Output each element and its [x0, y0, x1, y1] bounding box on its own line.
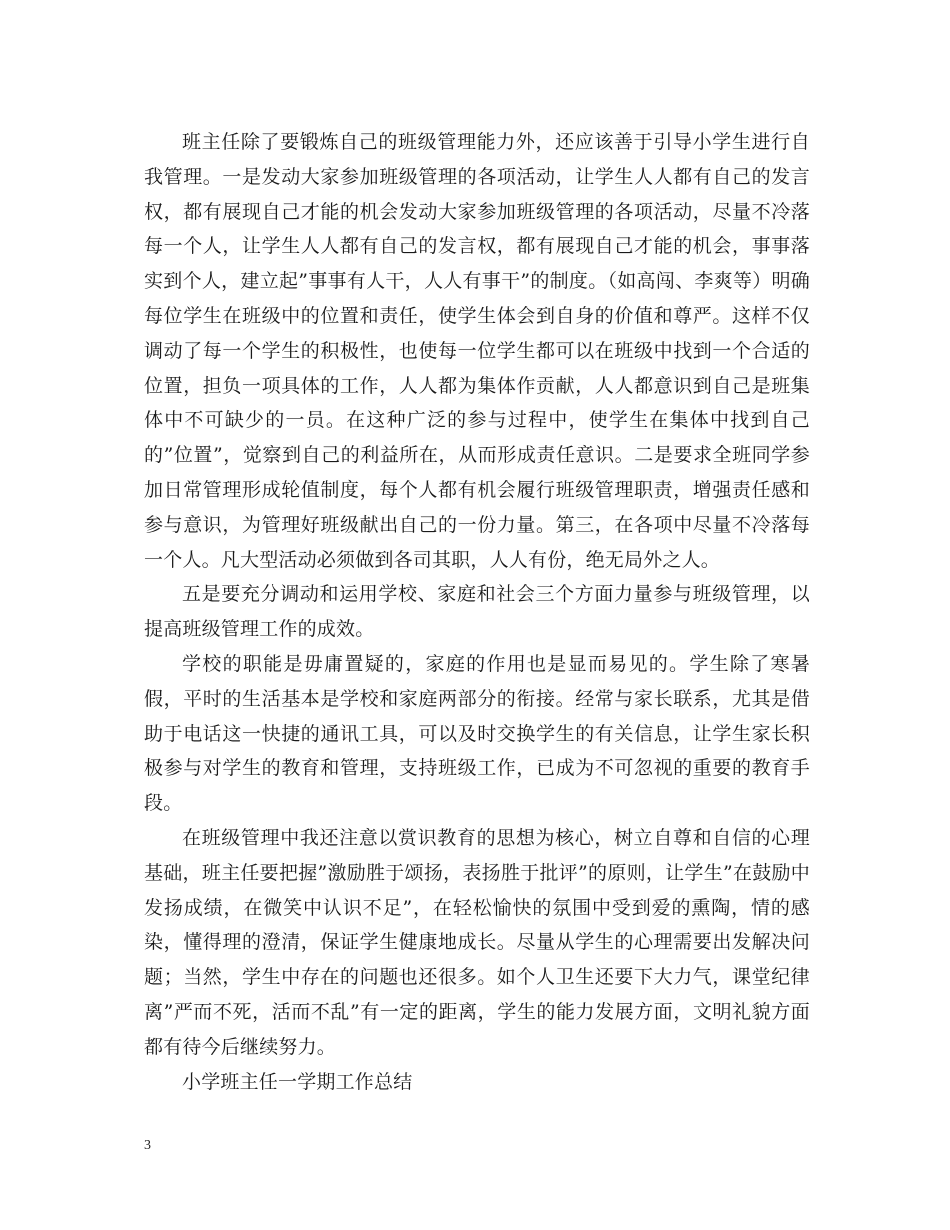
document-body [144, 125, 810, 1099]
paragraph-self-management: 班主任除了要锻炼自己的班级管理能力外，还应该善于引导小学生进行自我管理。一是发动大家参加班级管理的各项活动，让学生人人都有自己的发言权，都有展现自己才能的机会发动大家参加班级管理的各项活动，尽量不冷落每一个人，让学生人人都有自己的发言权，都有展现自己才能的机会，事事落实到个人，建立起”事事有人干，人人有事干”的制度。（如高闯、李爽等）明确每位学生在班级中的位置和责任，使学生体会到自身的价值和尊严。这样不仅调动了每一个学生的积极性，也使每一位学生都可以在班级中找到一个合适的位置，担负一项具体的工作，人人都为集体作贡献，人人都意识到自己是班集体中不可缺少的一员。在这种广泛的参与过程中，使学生在集体中找到自己的”位置”，觉察到自己的利益所在，从而形成责任意识。二是要求全班同学参加日常管理形成轮值制度，每个人都有机会履行班级管理职责，增强责任感和参与意识，为管理好班级献出自己的一份力量。第三，在各项中尽量不冷落每一个人。凡大型活动必须做到各司其职，人人有份，绝无局外之人。 [144, 131, 810, 571]
paragraph-appreciation-education: 在班级管理中我还注意以赏识教育的思想为核心，树立自尊和自信的心理基础，班主任要把握”激励胜于颂扬，表扬胜于批评”的原则，让学生”在鼓励中发扬成绩，在微笑中认识不足”，在轻松愉快的氛围中受到爱的熏陶，情的感染，懂得理的澄清，保证学生健康地成长。尽量从学生的心理需要出发解决问题；当然，学生中存在的问题也还很多。如个人卫生还要下大力气，课堂纪律离”严而不死，活而不乱”有一定的距离，学生的能力发展方面，文明礼貌方面都有待今后继续努力。 [144, 826, 810, 1058]
paragraph-parent-contact: 学校的职能是毋庸置疑的，家庭的作用也是显而易见的。学生除了寒暑假，平时的生活基本是学校和家庭两部分的衔接。经常与家长联系，尤其是借助于电话这一快捷的通讯工具，可以及时交换学生的有关信息，让学生家长积极参与对学生的教育和管理，支持班级工作，已成为不可忽视的重要的教育手段。 [144, 652, 810, 815]
page-number: 3 [144, 1138, 151, 1153]
paragraph-school-family-society: 五是要充分调动和运用学校、家庭和社会三个方面力量参与班级管理，以提高班级管理工作的成效。 [144, 583, 810, 641]
section-heading: 小学班主任一学期工作总结 [182, 1070, 413, 1093]
